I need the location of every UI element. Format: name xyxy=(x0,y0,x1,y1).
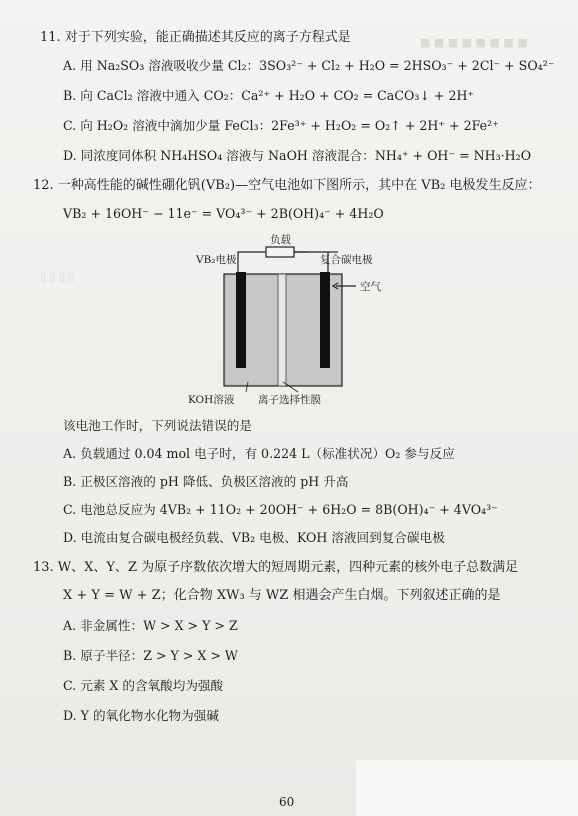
q12-option-c: C. 电池总反应为 4VB₂ + 11O₂ + 20OH⁻ + 6H₂O = 8B(OH)₄⁻ + 4VO₄³⁻ xyxy=(63,502,498,517)
q12-option-b: B. 正极区溶液的 pH 降低、负极区溶液的 pH 升高 xyxy=(63,474,349,489)
q11-option-a: A. 用 Na₂SO₃ 溶液吸收少量 Cl₂：3SO₃²⁻ + Cl₂ + H₂O = 2HSO₃⁻ + 2Cl⁻ + SO₄²⁻ xyxy=(63,58,555,73)
q12-equation: VB₂ + 16OH⁻ − 11e⁻ = VO₄³⁻ + 2B(OH)₄⁻ + 4H₂O xyxy=(63,206,384,221)
vb2-electrode-label: VB₂电极 xyxy=(196,254,237,266)
bleed-through-text: ▯ ▯ ▯ ▯ xyxy=(40,270,75,283)
q12-stem: 12. 一种高性能的碱性硼化钒(VB₂)—空气电池如下图所示，其中在 VB₂ 电极发生反应： xyxy=(33,178,541,193)
q13-stem-line2: X + Y = W + Z；化合物 XW₃ 与 WZ 相遇会产生白烟。下列叙述正确的是 xyxy=(63,588,501,603)
q13-option-d: D. Y 的氧化物水化物为强碱 xyxy=(63,708,219,723)
air-label: 空气 xyxy=(360,281,381,293)
page-corner xyxy=(356,760,578,816)
q12-option-a: A. 负载通过 0.04 mol 电子时，有 0.224 L（标准状况）O₂ 参与反应 xyxy=(63,446,455,461)
bleed-through-text: ■ ■ ■ ■ ■ ■ ■ ■ xyxy=(420,36,528,49)
q11-stem: 11. 对于下列实验，能正确描述其反应的离子方程式是 xyxy=(40,30,351,45)
koh-label: KOH溶液 xyxy=(188,394,235,406)
membrane-label: 离子选择性膜 xyxy=(258,394,321,406)
page-number: 60 xyxy=(279,795,295,809)
q13-option-c: C. 元素 X 的含氧酸均为强酸 xyxy=(63,678,224,693)
q13-option-a: A. 非金属性：W > X > Y > Z xyxy=(63,618,238,633)
load-label: 负载 xyxy=(270,234,291,246)
q12-question: 该电池工作时，下列说法错误的是 xyxy=(63,418,252,433)
q13-stem-line1: 13. W、X、Y、Z 为原子序数依次增大的短周期元素，四种元素的核外电子总数满足 xyxy=(33,560,519,575)
q13-option-b: B. 原子半径：Z > Y > X > W xyxy=(63,648,238,663)
battery-diagram xyxy=(188,232,388,412)
q11-option-b: B. 向 CaCl₂ 溶液中通入 CO₂：Ca²⁺ + H₂O + CO₂ = CaCO₃↓ + 2H⁺ xyxy=(63,88,475,103)
q12-option-d: D. 电流由复合碳电极经负载、VB₂ 电极、KOH 溶液回到复合碳电极 xyxy=(63,530,445,545)
composite-electrode-label: 复合碳电极 xyxy=(320,254,373,266)
q11-option-d: D. 同浓度同体积 NH₄HSO₄ 溶液与 NaOH 溶液混合：NH₄⁺ + OH⁻ = NH₃·H₂O xyxy=(63,148,532,163)
q11-option-c: C. 向 H₂O₂ 溶液中滴加少量 FeCl₃：2Fe³⁺ + H₂O₂ = O₂↑ + 2H⁺ + 2Fe²⁺ xyxy=(63,118,499,133)
